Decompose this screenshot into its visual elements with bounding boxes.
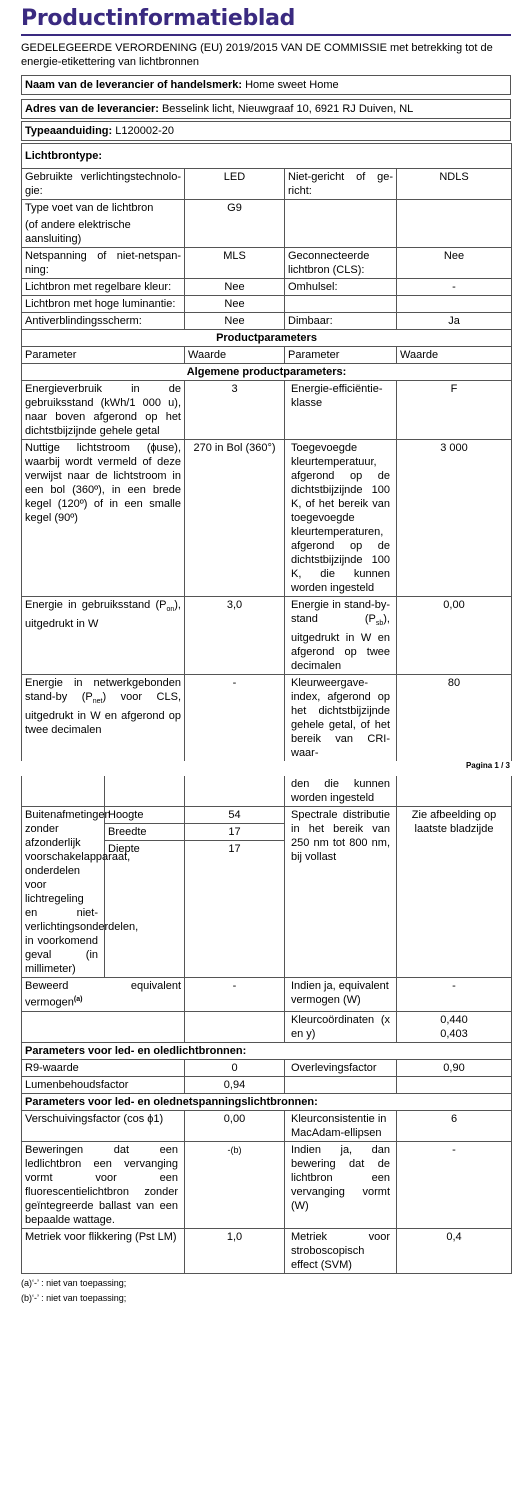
table-row: Antiverblindingsscherm: Nee Dimbaar: Ja xyxy=(22,313,512,330)
table-row: den die kunnen worden ingesteld xyxy=(22,776,512,807)
table-row: R9-waarde 0 Overlevingsfactor 0,90 xyxy=(22,1059,512,1076)
title-rule xyxy=(21,34,511,36)
general-heading: Algemene productparameters: xyxy=(22,364,512,381)
table-row: Lumenbehoudsfactor 0,94 xyxy=(22,1076,512,1093)
dimensions-table xyxy=(21,776,512,1274)
table-row: Nuttige lichtstroom (ɸuse), waarbij wordt vermeld of deze verwijst naar de lichtstroom in een bol (360º), in een brede kegel (120º) of in een smalle kegel (90º) 270 in Bol (360°) Toegevoegde kleurtemperatuur, afgerond op de dichtstbijzijnde 100 K, of het bereik van toegevoegde kleurtemperaturen, afgerond op de dichtstbijzijnde 100 K, die kunnen worden ingesteld 3 000 xyxy=(22,440,512,597)
lightsource-heading: Lichtbrontype: xyxy=(22,144,512,169)
table-row: Beweerd equivalent vermogen$^{(a)}$ - Indien ja, equivalent vermogen (W) - xyxy=(22,978,512,1012)
table-row: Energie in netwerkgebonden stand-by $(P_{net})$ voor CLS, uitgedrukt in W en afgerond op twee decimalen - Kleurweergave-index, afgerond op het dichtstbijzijnde gehele getal, of het bereik van CRI-waar- 80 xyxy=(22,675,512,762)
footnote-b: (b)‘-’ : niet van toepassing; xyxy=(21,1292,127,1303)
table-row: Energieverbruik in de gebruiksstand (kWh/1 000 u), naar boven afgerond op het dichtstbijzijnde gehele getal 3 Energie-efficiëntie-klasse F xyxy=(22,381,512,440)
table-row: Energie in gebruiksstand $(P_{on})$, uitgedrukt in W 3,0 Energie in stand-by-stand $(P_{sb})$, uitgedrukt in W en afgerond op twee decimalen 0,00 xyxy=(22,597,512,675)
table-row: Beweringen dat een ledlichtbron een vervanging vormt voor een fluorescentielichtbron zonder geïntegreerde ballast van een bepaalde wattage. -(b) Indien ja, dan bewering dat de lichtbron een vervanging vormt (W) - xyxy=(22,1141,512,1228)
supplier-name-row: Naam van de leverancier of handelsmerk: Home sweet Home xyxy=(21,75,511,95)
footnote-a: (a)‘-’ : niet van toepassing; xyxy=(21,1277,127,1288)
page-1 xyxy=(21,0,511,761)
supplier-address-row: Adres van de leverancier: Besselink licht, Nieuwgraaf 10, 6921 RJ Duiven, NL xyxy=(21,99,511,119)
mains-heading: Parameters voor led- en olednetspanningslichtbronnen: xyxy=(22,1093,512,1110)
table-row: Lichtbron met regelbare kleur: Nee Omhulsel: - xyxy=(22,279,512,296)
regulation-text: GEDELEGEERDE VERORDENING (EU) 2019/2015 VAN DE COMMISSIE met betrekking tot de energie-etikettering van lichtbronnen xyxy=(21,42,493,68)
params-header-row: Parameter Waarde Parameter Waarde xyxy=(22,347,512,364)
table-row: Metriek voor flikkering (Pst LM) 1,0 Metriek voor stroboscopisch effect (SVM) 0,4 xyxy=(22,1228,512,1273)
lightsource-table xyxy=(21,143,512,761)
table-row: Verschuivingsfactor (cos ϕ1) 0,00 Kleurconsistentie in MacAdam-ellipsen 6 xyxy=(22,1110,512,1141)
led-heading: Parameters voor led- en oledlichtbronnen: xyxy=(22,1042,512,1059)
page-title: Productinformatieblad xyxy=(21,6,296,31)
table-row: Gebruikte verlichtingstechnolo-gie: LED Niet-gericht of ge-richt: NDLS xyxy=(22,169,512,200)
model-row: Typeaanduiding: L120002-20 xyxy=(21,121,511,141)
table-row: Breedte 17 xyxy=(22,824,512,841)
table-row: Diepte 17 xyxy=(22,841,512,978)
page-number: Pagina 1 / 3 xyxy=(465,761,510,770)
page-2 xyxy=(21,776,511,1304)
table-row: Lichtbron met hoge luminantie: Nee xyxy=(22,296,512,313)
table-row: Buitenafmetingen zonder afzonderlijk voorschakelapparaat, onderdelen voor lichtregeling en niet-verlichtingsonderdelen, in voorkomend geval (in millimeter) Hoogte 54 Spectrale distributie in het bereik van 250 nm tot 800 nm, bij vollast Zie afbeelding op laatste bladzijde xyxy=(22,807,512,824)
table-row: Netspanning of niet-netspan-ning: MLS Geconnecteerde lichtbron (CLS): Nee xyxy=(22,248,512,279)
table-row: Type voet van de lichtbron (of andere elektrische aansluiting) G9 xyxy=(22,200,512,248)
table-row: Kleurcoördinaten (x en y) 0,440 0,403 xyxy=(22,1011,512,1042)
params-heading: Productparameters xyxy=(22,330,512,347)
